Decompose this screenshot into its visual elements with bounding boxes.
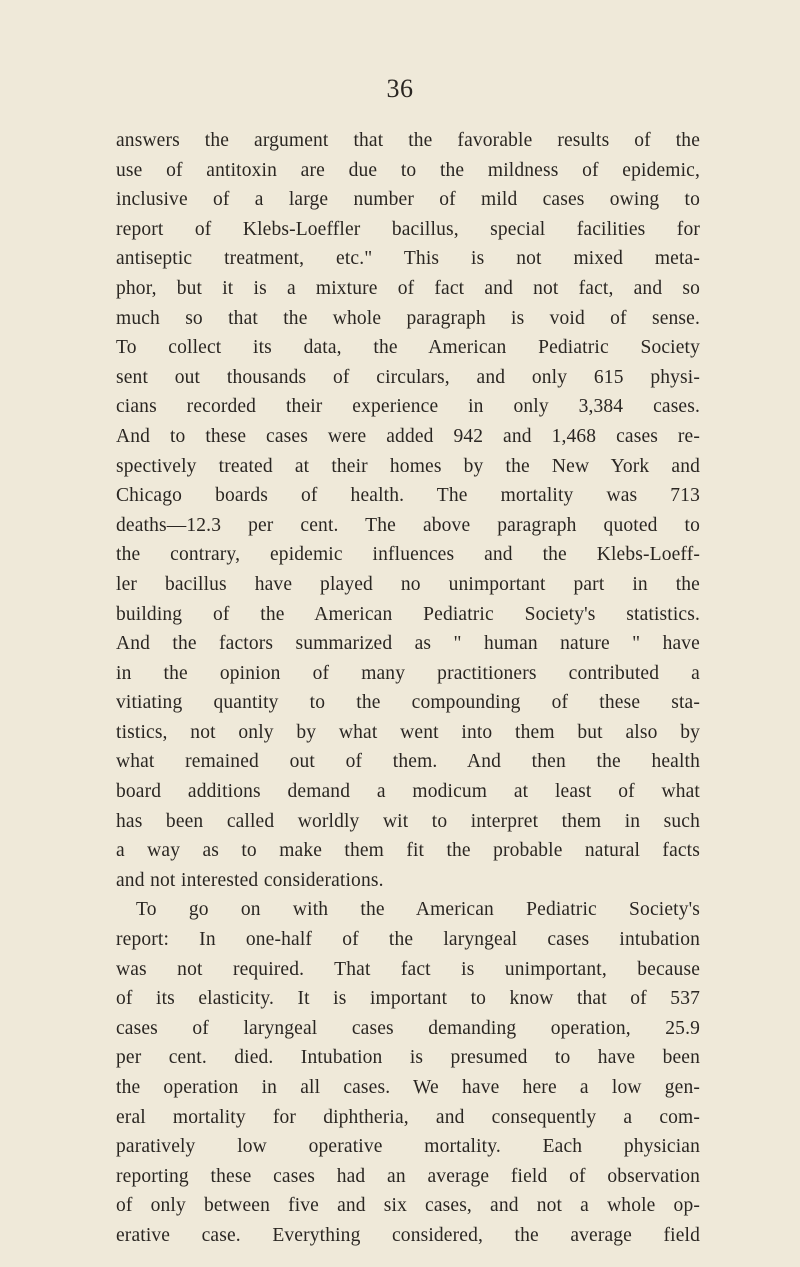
text-line: of its elasticity. It is important to know that of 537 [116, 988, 700, 1010]
text-line: paratively low operative mortality. Each physician [116, 1136, 700, 1158]
text-line: what remained out of them. And then the health [116, 751, 700, 773]
text-line: reporting these cases had an average field of observation [116, 1165, 700, 1187]
text-line: board additions demand a modicum at least of what [116, 781, 700, 803]
text-line: cians recorded their experience in only 3,384 cases. [116, 396, 700, 418]
text-line: report: In one-half of the laryngeal cases intubation [116, 929, 700, 951]
text-line: tistics, not only by what went into them but also by [116, 721, 700, 743]
text-line: answers the argument that the favorable results of the [116, 130, 700, 151]
text-line: per cent. died. Intubation is presumed to have been [116, 1047, 700, 1069]
text-line: was not required. That fact is unimportant, because [116, 958, 700, 980]
text-line: deaths—12.3 per cent. The above paragraph quoted to [116, 514, 700, 536]
text-line: use of antitoxin are due to the mildness of epidemic, [116, 159, 700, 181]
body-text [116, 126, 700, 1251]
text-line: a way as to make them fit the probable natural facts [116, 840, 700, 862]
page-number: 36 [386, 74, 414, 103]
text-line: To collect its data, the American Pediatric Society [116, 337, 700, 359]
text-line: inclusive of a large number of mild cases owing to [116, 189, 700, 211]
text-line: vitiating quantity to the compounding of these sta- [116, 692, 700, 714]
text-line: antiseptic treatment, etc." This is not mixed meta- [116, 248, 700, 270]
text-line: And to these cases were added 942 and 1,468 cases re- [116, 425, 700, 447]
text-line: cases of laryngeal cases demanding operation, 25.9 [116, 1017, 700, 1039]
text-line: has been called worldly wit to interpret them in such [116, 810, 700, 832]
text-line: much so that the whole paragraph is void of sense. [116, 307, 700, 329]
text-line: sent out thousands of circulars, and only 615 physi- [116, 366, 700, 388]
text-line: the operation in all cases. We have here a low gen- [116, 1077, 700, 1098]
text-line: eral mortality for diphtheria, and consequently a com- [116, 1106, 700, 1128]
text-line: To go on with the American Pediatric Society's [136, 899, 700, 921]
text-line: phor, but it is a mixture of fact and not fact, and so [116, 277, 700, 299]
text-line: ler bacillus have played no unimportant part in the [116, 573, 700, 595]
text-line: building of the American Pediatric Society's statistics. [116, 603, 700, 625]
text-line: in the opinion of many practitioners contributed a [116, 662, 700, 684]
text-line: erative case. Everything considered, the average field [116, 1224, 700, 1246]
text-line: spectively treated at their homes by the New York and [116, 455, 700, 477]
text-line: the contrary, epidemic influences and the Klebs-Loeff- [116, 544, 700, 566]
text-line: and not interested considerations. [116, 869, 384, 891]
text-line: report of Klebs-Loeffler bacillus, special facilities for [116, 218, 700, 240]
text-line: Chicago boards of health. The mortality was 713 [116, 485, 700, 507]
text-line: of only between five and six cases, and not a whole op- [116, 1195, 700, 1217]
text-line: And the factors summarized as " human nature " have [116, 633, 700, 655]
